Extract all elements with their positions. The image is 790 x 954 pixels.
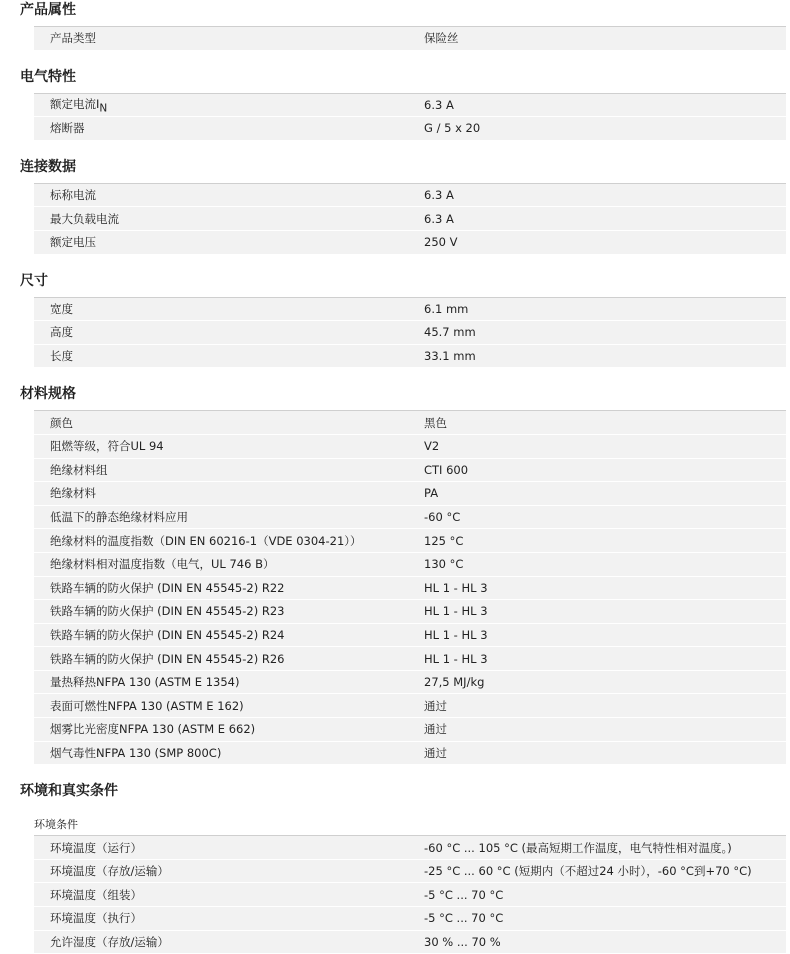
section-title: 环境和真实条件 — [20, 783, 118, 800]
row-value: PA — [424, 486, 439, 501]
row-value: 通过 — [424, 745, 447, 760]
table-row — [34, 600, 786, 624]
table-row — [34, 860, 786, 884]
row-value: 125 °C — [424, 533, 464, 548]
table-row — [34, 907, 786, 931]
row-label: 颜色 — [50, 415, 73, 430]
row-label: 铁路车辆的防火保护 (DIN EN 45545-2) R24 — [50, 627, 285, 642]
row-value: 33.1 mm — [424, 349, 476, 364]
table-row — [34, 184, 786, 208]
row-label: 最大负载电流 — [50, 211, 119, 226]
table-row — [34, 345, 786, 369]
table-row — [34, 529, 786, 553]
row-value: -60 °C ... 105 °C (最高短期工作温度，电气特性相对温度。) — [424, 840, 732, 855]
row-label: 环境温度（存放/运输） — [50, 864, 169, 879]
row-value: 130 °C — [424, 557, 464, 572]
row-label: 表面可燃性NFPA 130 (ASTM E 162) — [50, 698, 244, 713]
row-label: 铁路车辆的防火保护 (DIN EN 45545-2) R22 — [50, 580, 285, 595]
section-title: 电气特性 — [20, 68, 76, 85]
section-title: 尺寸 — [20, 272, 48, 289]
row-label: 阻燃等级，符合UL 94 — [50, 439, 164, 454]
table-row — [34, 321, 786, 345]
row-value: HL 1 - HL 3 — [424, 604, 488, 619]
row-value: 通过 — [424, 698, 447, 713]
row-value: HL 1 - HL 3 — [424, 627, 488, 642]
row-value: HL 1 - HL 3 — [424, 651, 488, 666]
row-label: 标称电流 — [50, 188, 96, 203]
section-title: 连接数据 — [20, 158, 76, 175]
row-value: CTI 600 — [424, 462, 469, 477]
table-row — [34, 671, 786, 695]
row-value: 6.1 mm — [424, 301, 469, 316]
spec-table — [34, 835, 786, 954]
row-label — [34, 96, 410, 114]
row-value: 黑色 — [424, 415, 447, 430]
row-label: 铁路车辆的防火保护 (DIN EN 45545-2) R23 — [50, 604, 285, 619]
table-row — [34, 94, 786, 118]
row-value: -5 °C ... 70 °C — [424, 887, 504, 902]
row-label: 烟雾比光密度NFPA 130 (ASTM E 662) — [50, 722, 256, 737]
row-value: 27,5 MJ/kg — [424, 675, 485, 690]
row-label: 环境温度（组装） — [50, 887, 142, 902]
row-value: V2 — [424, 439, 440, 454]
row-value: 通过 — [424, 722, 447, 737]
row-label: 允许湿度（存放/运输） — [50, 934, 169, 949]
row-label: 量热释热NFPA 130 (ASTM E 1354) — [50, 675, 240, 690]
row-value: 6.3 A — [424, 97, 454, 112]
section-title: 产品属性 — [20, 2, 76, 18]
row-value: 45.7 mm — [424, 325, 476, 340]
row-label: 绝缘材料 — [50, 486, 96, 501]
spec-table — [34, 93, 786, 141]
table-row — [34, 718, 786, 742]
row-label: 宽度 — [50, 301, 73, 316]
table-row — [34, 117, 786, 141]
table-row — [34, 482, 786, 506]
row-value: -25 °C ... 60 °C (短期内（不超过24 小时），-60 °C到+70 °C) — [424, 864, 752, 879]
row-label: 产品类型 — [50, 31, 96, 46]
table-row — [34, 506, 786, 530]
row-label: 绝缘材料组 — [50, 462, 108, 477]
table-row — [34, 694, 786, 718]
row-label: 环境温度（执行） — [50, 911, 142, 926]
table-row — [34, 207, 786, 231]
section-title: 材料规格 — [20, 386, 76, 403]
row-label-text: 额定电流I — [50, 96, 100, 111]
row-value: HL 1 - HL 3 — [424, 580, 488, 595]
spec-table — [34, 297, 786, 369]
table-row — [34, 553, 786, 577]
row-label: 环境温度（运行） — [50, 840, 142, 855]
table-row — [34, 298, 786, 322]
spec-table — [34, 26, 786, 51]
row-value: -5 °C ... 70 °C — [424, 911, 504, 926]
row-label-subscript: N — [99, 102, 108, 115]
table-row — [34, 883, 786, 907]
table-row — [34, 459, 786, 483]
row-value: 250 V — [424, 235, 458, 250]
row-label: 额定电压 — [50, 235, 96, 250]
row-label: 绝缘材料的温度指数（DIN EN 60216-1（VDE 0304-21）） — [50, 533, 362, 548]
row-label: 熔断器 — [50, 121, 85, 136]
table-row — [34, 577, 786, 601]
row-value: 保险丝 — [424, 31, 459, 46]
row-value: -60 °C — [424, 510, 461, 525]
row-value: 6.3 A — [424, 188, 454, 203]
table-row — [34, 931, 786, 954]
row-label: 烟气毒性NFPA 130 (SMP 800C) — [50, 745, 222, 760]
spec-table — [34, 183, 786, 255]
table-row — [34, 742, 786, 766]
table-row — [34, 27, 786, 51]
row-value: 6.3 A — [424, 211, 454, 226]
table-row — [34, 435, 786, 459]
row-label: 低温下的静态绝缘材料应用 — [50, 510, 188, 525]
row-label: 铁路车辆的防火保护 (DIN EN 45545-2) R26 — [50, 651, 285, 666]
row-value: 30 % ... 70 % — [424, 934, 501, 949]
row-label: 高度 — [50, 325, 73, 340]
row-label: 长度 — [50, 349, 73, 364]
table-row — [34, 647, 786, 671]
row-value: G / 5 x 20 — [424, 121, 481, 136]
row-label: 绝缘材料相对温度指数（电气，UL 746 B） — [50, 557, 275, 572]
table-row — [34, 624, 786, 648]
table-row — [34, 231, 786, 255]
table-row — [34, 836, 786, 860]
spec-table — [34, 410, 786, 765]
table-row — [34, 411, 786, 435]
subsection-title: 环境条件 — [34, 818, 78, 832]
